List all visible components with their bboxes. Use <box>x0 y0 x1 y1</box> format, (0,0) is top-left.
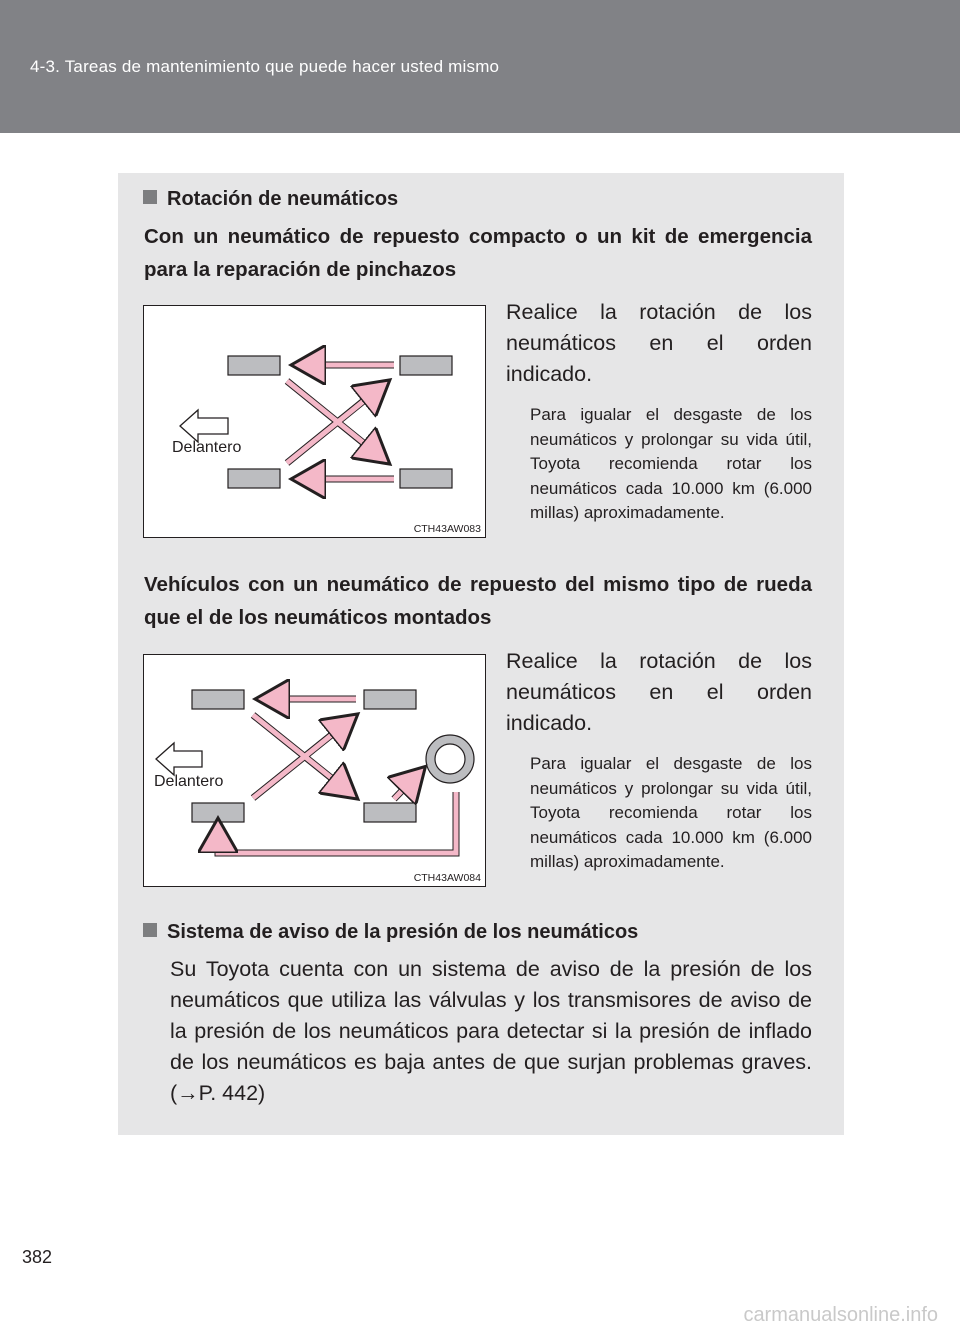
front-direction-arrow-icon <box>156 743 202 775</box>
tire-front-left <box>228 356 280 375</box>
figure-code: CTH43AW083 <box>413 523 481 535</box>
tpws-body-text: Su Toyota cuenta con un sistema de aviso de la presión de los neumáticos que utiliza las válvulas y los transmisores de aviso de la presión de los neumáticos para detectar si la presión de inflado de los neumáticos es baja antes de que surjan problemas graves. (→P. 442) <box>170 957 812 1105</box>
tire-rear-left <box>364 690 416 709</box>
tire-front-right <box>192 803 244 822</box>
section-heading-text: Rotación de neumáticos <box>167 188 399 210</box>
rotation-diagram-1 <box>143 305 486 538</box>
note-text-2: Para igualar el desgaste de los neumáticos y prolongar su vida útil, Toyota recomienda rotar los neumáticos cada 10.000 km (6.000 millas) aproximadamente. <box>530 754 812 871</box>
header-title: 4-3. Tareas de mantenimiento que puede hacer usted mismo <box>30 57 500 76</box>
instruction-text-1: Realice la rotación de los neumáticos en el orden indicado. <box>506 300 812 386</box>
square-bullet-icon <box>143 923 157 937</box>
section-heading-tire-rotation <box>143 188 398 211</box>
section-heading-text: Sistema de aviso de la presión de los neumáticos <box>167 921 639 943</box>
tire-rear-right <box>364 803 416 822</box>
front-label: Delantero <box>172 439 242 456</box>
tire-rear-right <box>400 469 452 488</box>
spare-tire-hub <box>435 744 465 774</box>
tire-rear-left <box>400 356 452 375</box>
rotation-diagram-2-graphic <box>144 655 487 888</box>
figure-code: CTH43AW084 <box>413 872 481 884</box>
watermark: carmanualsonline.info <box>743 1304 938 1326</box>
subheading-compact-spare: Con un neumático de repuesto compacto o un kit de emergencia para la reparación de pinchazos <box>144 225 812 281</box>
front-label: Delantero <box>154 773 224 790</box>
rotation-diagram-2 <box>143 654 486 887</box>
rotation-diagram-1-graphic <box>144 306 487 539</box>
instruction-text-2: Realice la rotación de los neumáticos en el orden indicado. <box>506 649 812 735</box>
front-direction-arrow-icon <box>180 410 228 442</box>
page-number: 382 <box>22 1247 53 1267</box>
tire-front-right <box>228 469 280 488</box>
subheading-full-size-spare: Vehículos con un neumático de repuesto del mismo tipo de rueda que el de los neumáticos montados <box>144 573 812 629</box>
page-header <box>0 0 960 133</box>
section-heading-tpws <box>143 921 638 944</box>
tire-front-left <box>192 690 244 709</box>
note-text-1: Para igualar el desgaste de los neumáticos y prolongar su vida útil, Toyota recomienda rotar los neumáticos cada 10.000 km (6.000 millas) aproximadamente. <box>530 405 812 522</box>
square-bullet-icon <box>143 190 157 204</box>
